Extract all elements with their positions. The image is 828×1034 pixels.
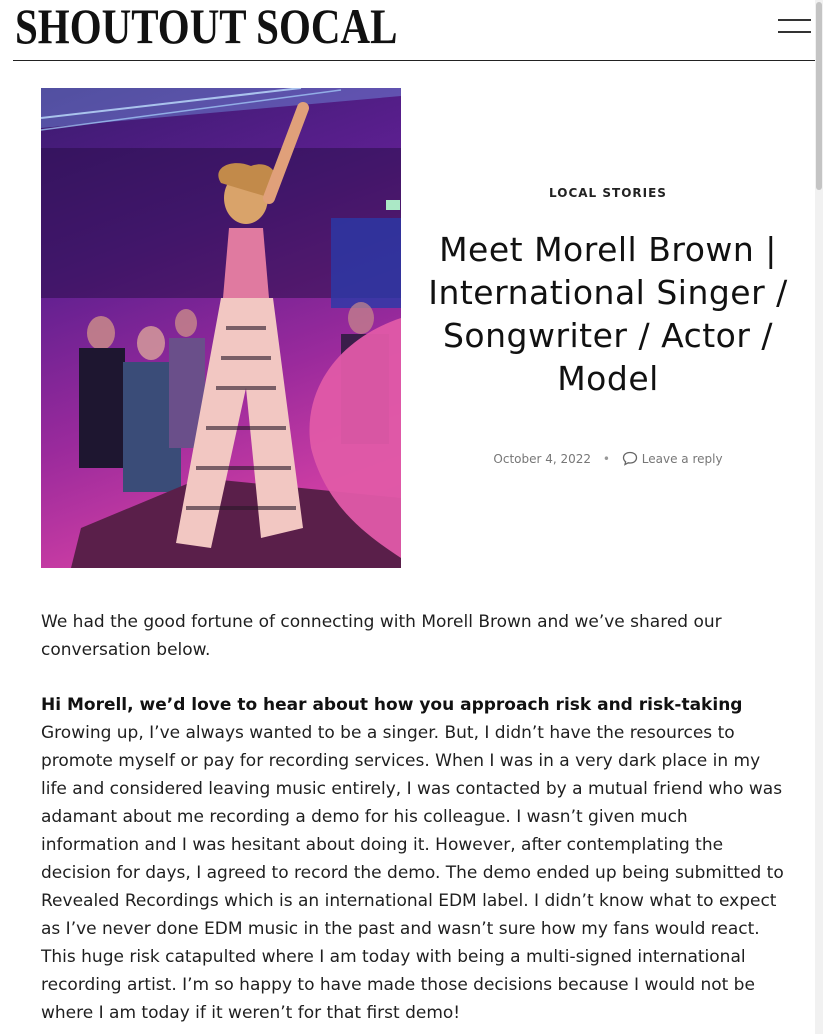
intro-paragraph: We had the good fortune of connecting with Morell Brown and we’ve shared our conversation below. [41, 612, 722, 660]
site-header [0, 0, 828, 61]
article-title: Meet Morell Brown | International Singer / Songwriter / Actor / Model [428, 230, 788, 398]
category-label[interactable]: LOCAL STORIES [549, 186, 667, 200]
leave-reply-link[interactable] [622, 452, 723, 466]
article-body [41, 608, 791, 1027]
performer-on-stage-photo [41, 88, 401, 568]
interview-question: Hi Morell, we’d love to hear about how you approach risk and risk-taking [41, 695, 743, 715]
post-meta [458, 451, 758, 466]
post-date[interactable]: October 4, 2022 [493, 452, 592, 466]
header-divider [13, 60, 816, 61]
comment-icon [622, 451, 638, 466]
hero-image [41, 88, 401, 568]
meta-separator: • [602, 452, 610, 466]
hamburger-menu-icon[interactable] [778, 18, 812, 36]
scrollbar-thumb[interactable] [816, 2, 822, 190]
leave-reply-label: Leave a reply [641, 452, 723, 466]
interview-answer: Growing up, I’ve always wanted to be a singer. But, I didn’t have the resources to promote myself or pay for recording services. When I was in a very dark place in my life and considered leaving music entirely, I was contacted by a mutual friend who was adamant about me recording a demo for his colleague. I wasn’t given much information and I was hesitant about doing it. However, after contemplating the decision for days, I agreed to record the demo. The demo ended up being submitted to Revealed Recordings which is an international EDM label. I didn’t know what to expect as I’ve never done EDM music in the past and wasn’t sure how my fans would react. This huge risk catapulted where I am today with being a multi-signed international recording artist. I’m so happy to have made those decisions because I would not be where I am today if it weren’t for that first demo! [41, 723, 784, 1023]
site-logo[interactable]: SHOUTOUT SOCAL [15, 0, 398, 54]
